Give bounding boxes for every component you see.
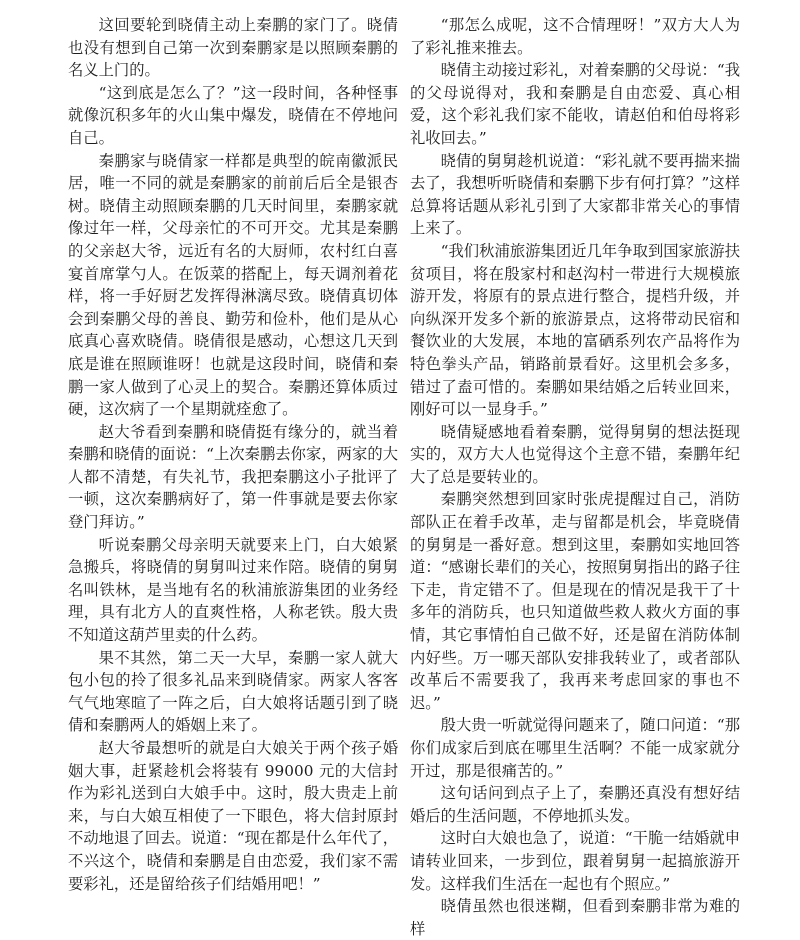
paragraph: 这回要轮到晓倩主动上秦鹏的家门了。晓倩也没有想到自己第一次到秦鹏家是以照顾秦鹏的名义上门的。 — [68, 16, 398, 80]
paragraph: 赵大爷看到秦鹏和晓倩挺有缘分的，就当着秦鹏和晓倩的面说：“上次秦鹏去你家，两家的大人都不清楚，有失礼节，我把秦鹏这小子批评了一顿，这次秦鹏病好了，第一件事就是要去你家登门拜访。” — [68, 422, 398, 532]
paragraph: 殷大贵一听就觉得问题来了，随口问道：“那你们成家后到底在哪里生活啊？不能一成家就分开过，那是很痛苦的。” — [410, 716, 740, 780]
right-text-column — [410, 14, 740, 940]
paragraph: “那怎么成呢，这不合情理呀！”双方大人为了彩礼推来推去。 — [410, 16, 740, 57]
paragraph: 晓倩的舅舅趁机说道：“彩礼就不要再揣来揣去了，我想听听晓倩和秦鹏下步有何打算？”这样总算将话题从彩礼引到了大家都非常关心的事情上来了。 — [410, 151, 740, 238]
paragraph: 秦鹏突然想到回家时张虎提醒过自己，消防部队正在着手改革，走与留都是机会，毕竟晓倩的舅舅是一番好意。想到这里，秦鹏如实地回答道：“感谢长辈们的关心，按照舅舅指出的路子往下走，肯定错不了。但是现在的情况是我干了十多年的消防兵，也只知道做些救人救火方面的事情，其它事情怕自己做不好，还是留在消防体制内好些。万一哪天部队安排我转业了，或者部队改革后不需要我了，我再来考虑回家的事也不迟。” — [410, 490, 740, 712]
paragraph: 这时白大娘也急了，说道：“干脆一结婚就申请转业回来，一步到位，跟着舅舅一起搞旅游开发。这样我们生活在一起也有个照应。” — [410, 829, 740, 893]
paragraph: 听说秦鹏父母亲明天就要来上门，白大娘紧急搬兵，将晓倩的舅舅叫过来作陪。晓倩的舅舅名叫铁林，是当地有名的秋浦旅游集团的业务经理，具有北方人的直爽性格，人称老铁。殷大贵不知道这葫芦里卖的什么药。 — [68, 535, 398, 645]
paragraph: 秦鹏家与晓倩家一样都是典型的皖南徽派民居，唯一不同的就是秦鹏家的前前后后全是银杏树。晓倩主动照顾秦鹏的几天时间里，秦鹏家就像过年一样，父母亲忙的不可开交。尤其是秦鹏的父亲赵大爷，远近有名的大厨师，农村红白喜宴首席掌勺人。在饭菜的搭配上，每天调剂着花样，将一手好厨艺发挥得淋漓尽致。晓倩真切体会到秦鹏父母的善良、勤劳和俭朴，他们是从心底真心喜欢晓倩。晓倩很是感动，心想这几天到底是谁在照顾谁呀！也就是这段时间，晓倩和秦鹏一家人做到了心灵上的契合。秦鹏还算体质过硬，这次病了一个星期就痊愈了。 — [68, 151, 398, 419]
paragraph: 晓倩主动接过彩礼，对着秦鹏的父母说：“我的父母说得对，我和秦鹏是自由恋爱、真心相爱，这个彩礼我们家不能收，请赵伯和伯母将彩礼收回去。” — [410, 61, 740, 147]
paragraph: 赵大爷最想听的就是白大娘关于两个孩子婚姻大事，赶紧趁机会将装有 99000 元的大信封作为彩礼送到白大娘手中。这时，殷大贵走上前来，与白大娘互相使了一下眼色，将大信封原封不动地退了回去。说道：“现在都是什么年代了，不兴这个，晓倩和秦鹏是自由恋爱，我们家不需要彩礼，还是留给孩子们结婚用吧！” — [68, 739, 398, 893]
paragraph: 晓倩疑感地看着秦鹏，觉得舅舅的想法挺现实的，双方大人也觉得这个主意不错，秦鹏年纪大了总是要转业的。 — [410, 422, 740, 486]
paragraph: 晓倩虽然也很迷糊，但看到秦鹏非常为难的样 — [410, 897, 740, 938]
paragraph: “这到底是怎么了？”这一段时间，各种怪事就像沉积多年的火山集中爆发，晓倩在不停地问自己。 — [68, 83, 398, 147]
paragraph: “我们秋浦旅游集团近几年争取到国家旅游扶贫项目，将在殷家村和赵沟村一带进行大规模旅游开发，将原有的景点进行整合，提档升级，并向纵深开发多个新的旅游景点，这将带动民宿和餐饮业的大发展，本地的富硒系列农产品将作为特色拳头产品，销路前景看好。这里机会多多，错过了盍可惜的。秦鹏如果结婚之后转业回来，刚好可以一显身手。” — [410, 241, 740, 419]
paragraph: 这句话问到点子上了，秦鹏还真没有想好结婚后的生活问题，不停地抓头发。 — [410, 784, 740, 825]
left-text-column — [68, 14, 398, 895]
paragraph: 果不其然，第二天一大早，秦鹏一家人就大包小包的拎了很多礼品来到晓倩家。两家人客客气气地寒暄了一阵之后，白大娘将话题引到了晓倩和秦鹏两人的婚姻上来了。 — [68, 648, 398, 735]
